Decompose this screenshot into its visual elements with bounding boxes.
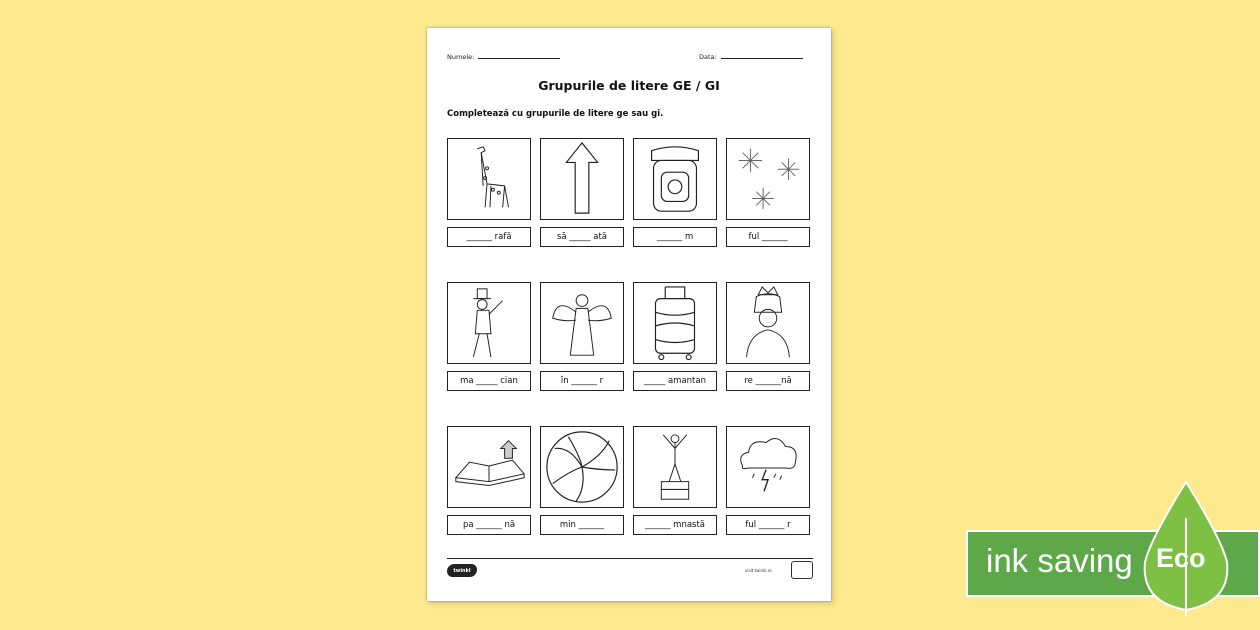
answer-box[interactable]: pa ______ nă xyxy=(447,515,531,535)
answer-box[interactable]: _____ amantan xyxy=(633,371,717,391)
answer-box[interactable]: ful ______ r xyxy=(726,515,810,535)
footer-divider xyxy=(447,558,813,559)
name-line xyxy=(478,52,560,59)
giraffe-icon xyxy=(447,138,531,220)
suitcase-icon xyxy=(633,282,717,364)
date-field xyxy=(699,52,803,61)
answer-box[interactable]: ______ rafă xyxy=(447,227,531,247)
arrow-up-icon xyxy=(540,138,624,220)
answer-box[interactable]: ______ m xyxy=(633,227,717,247)
volleyball-icon xyxy=(540,426,624,508)
worksheet-title: Grupurile de litere GE / GI xyxy=(538,78,720,93)
answer-box[interactable]: ma _____ cian xyxy=(447,371,531,391)
snowflake-icon xyxy=(726,138,810,220)
storm-cloud-icon xyxy=(726,426,810,508)
worksheet-instruction: Completează cu grupurile de litere ge sau gi. xyxy=(447,109,664,119)
answer-box[interactable]: să _____ ată xyxy=(540,227,624,247)
answer-box[interactable]: ful ______ xyxy=(726,227,810,247)
jam-jar-icon xyxy=(633,138,717,220)
ink-saving-label: ink saving xyxy=(986,542,1133,579)
gymnast-icon xyxy=(633,426,717,508)
eco-label: Eco xyxy=(1156,543,1206,573)
date-label: Data: xyxy=(699,53,717,61)
queen-icon xyxy=(726,282,810,364)
answer-box[interactable]: min ______ xyxy=(540,515,624,535)
worksheet-page xyxy=(427,28,831,601)
twinkl-logo: twinkl xyxy=(447,564,477,577)
book-icon xyxy=(447,426,531,508)
name-label: Numele: xyxy=(447,53,475,61)
quality-badge-icon xyxy=(791,561,813,579)
answer-box[interactable]: ______ mnastă xyxy=(633,515,717,535)
answer-box[interactable]: re ______nă xyxy=(726,371,810,391)
answer-box[interactable]: în ______ r xyxy=(540,371,624,391)
magician-icon xyxy=(447,282,531,364)
angel-icon xyxy=(540,282,624,364)
footer-url: visit twinkl.ro xyxy=(745,568,772,573)
date-line xyxy=(721,52,803,59)
name-field xyxy=(447,52,560,61)
